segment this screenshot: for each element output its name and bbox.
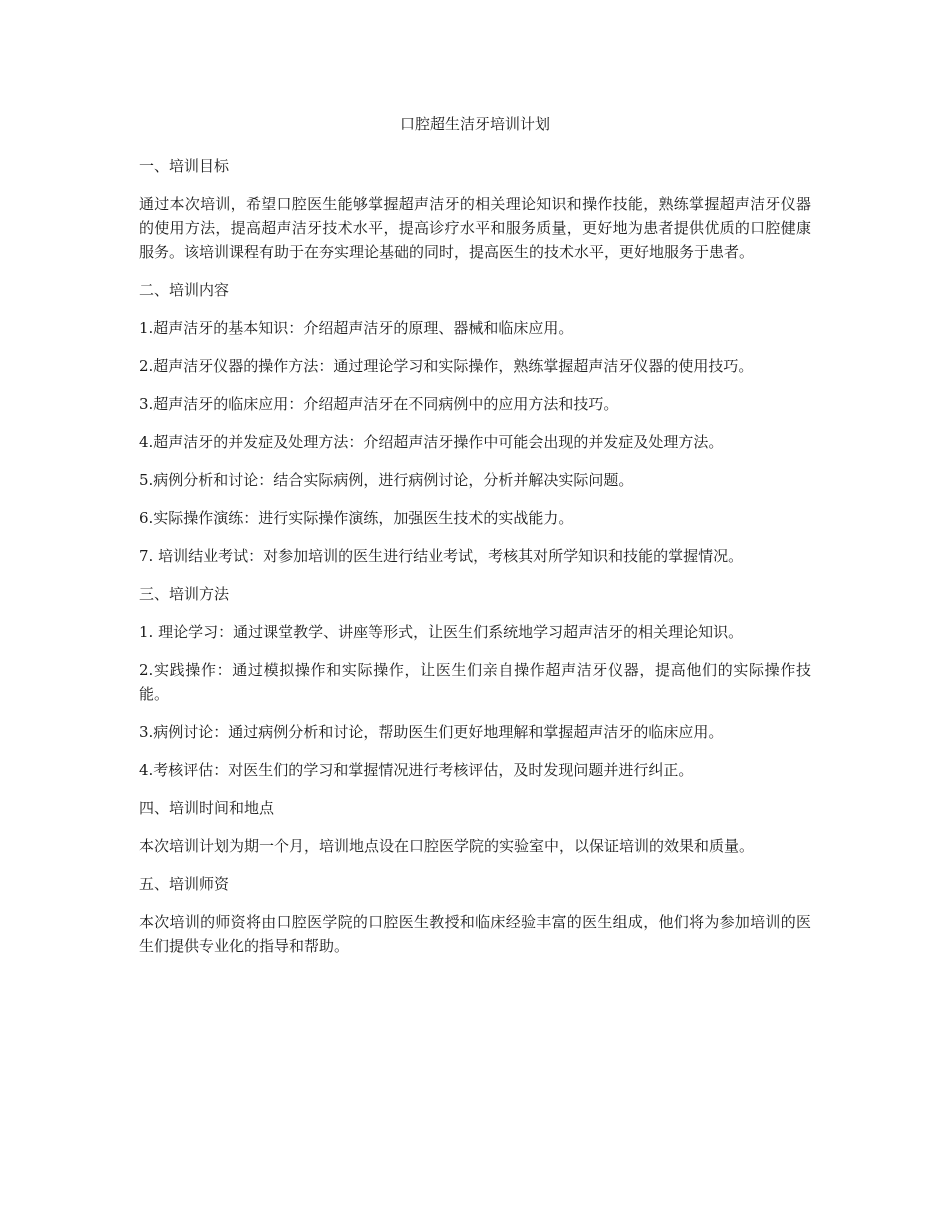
document-title: 口腔超生洁牙培训计划 <box>399 115 550 133</box>
section-time-and-location <box>139 796 811 858</box>
list-item: 2.超声洁牙仪器的操作方法：通过理论学习和实际操作，熟练掌握超声洁牙仪器的使用技巧。 <box>139 357 754 375</box>
paragraph: 通过本次培训，希望口腔医生能够掌握超声洁牙的相关理论知识和操作技能，熟练掌握超声洁牙仪器的使用方法，提高超声洁牙技术水平，提高诊疗水平和服务质量，更好地为患者提供优质的口腔健康服务。该培训课程有助于在夯实理论基础的同时，提高医生的技术水平，更好地服务于患者。 <box>139 195 811 261</box>
list-item: 5.病例分析和讨论：结合实际病例，进行病例讨论，分析并解决实际问题。 <box>139 471 634 489</box>
paragraph: 本次培训计划为期一个月，培训地点设在口腔医学院的实验室中，以保证培训的效果和质量。 <box>139 837 755 855</box>
section-heading: 五、培训师资 <box>139 875 230 893</box>
list-item: 4.考核评估：对医生们的学习和掌握情况进行考核评估，及时发现问题并进行纠正。 <box>139 761 694 779</box>
list-item: 2.实践操作：通过模拟操作和实际操作，让医生们亲自操作超声洁牙仪器，提高他们的实际操作技能。 <box>139 661 811 703</box>
section-heading: 二、培训内容 <box>139 281 230 299</box>
section-heading: 一、培训目标 <box>139 157 230 175</box>
section-heading: 四、培训时间和地点 <box>139 799 275 817</box>
list-item: 1.超声洁牙的基本知识：介绍超声洁牙的原理、器械和临床应用。 <box>139 319 574 337</box>
list-item: 4.超声洁牙的并发症及处理方法：介绍超声洁牙操作中可能会出现的并发症及处理方法。 <box>139 433 724 451</box>
list-item: 1. 理论学习：通过课堂教学、讲座等形式，让医生们系统地学习超声洁牙的相关理论知识。 <box>139 623 744 641</box>
section-instructors <box>139 872 811 958</box>
list-item: 3.病例讨论：通过病例分析和讨论，帮助医生们更好地理解和掌握超声洁牙的临床应用。 <box>139 723 724 741</box>
list-item: 6.实际操作演练：进行实际操作演练，加强医生技术的实战能力。 <box>139 509 574 527</box>
list-item: 7. 培训结业考试：对参加培训的医生进行结业考试，考核其对所学知识和技能的掌握情况。 <box>139 547 744 565</box>
section-heading: 三、培训方法 <box>139 585 230 603</box>
list-item: 3.超声洁牙的临床应用：介绍超声洁牙在不同病例中的应用方法和技巧。 <box>139 395 619 413</box>
section-training-goals <box>139 154 811 264</box>
document-body <box>139 154 811 972</box>
paragraph: 本次培训的师资将由口腔医学院的口腔医生教授和临床经验丰富的医生组成，他们将为参加培训的医生们提供专业化的指导和帮助。 <box>139 913 811 955</box>
section-training-methods <box>139 582 811 782</box>
section-training-content <box>139 278 811 568</box>
